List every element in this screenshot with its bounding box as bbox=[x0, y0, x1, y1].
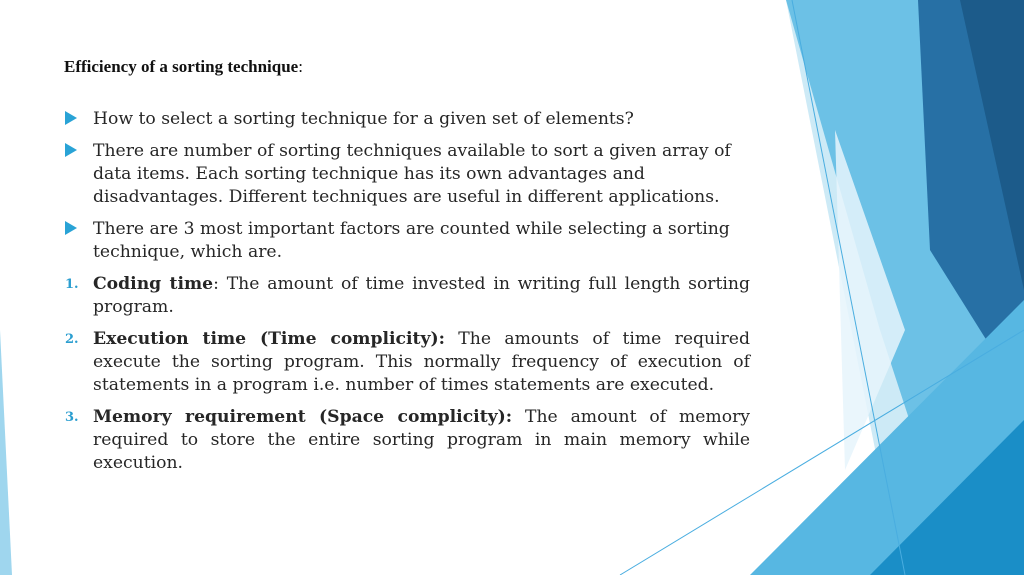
triangle-bullet-icon bbox=[65, 111, 77, 125]
item-description: : The amount of time invested in writing full length sorting program. bbox=[93, 274, 751, 317]
item-number: 1. bbox=[65, 277, 79, 292]
item-number: 3. bbox=[65, 410, 79, 425]
deco-left-sliver bbox=[0, 330, 12, 575]
slide-title bbox=[64, 57, 303, 77]
item-term: Execution time (Time complicity): bbox=[93, 329, 445, 349]
title-colon: : bbox=[298, 57, 303, 76]
bullet-text: There are number of sorting techniques available to sort a given array of data items. Each sorting technique has its own advantages and disadvantages. Different techniques are useful in different applications. bbox=[93, 141, 731, 207]
triangle-bullet-icon bbox=[65, 143, 77, 157]
item-number: 2. bbox=[65, 332, 79, 347]
bullet-text: There are 3 most important factors are counted while selecting a sorting technique, which are. bbox=[93, 219, 730, 262]
item-description: The amount of memory required to store the entire sorting program in main memory while execution. bbox=[93, 407, 750, 473]
item-description: The amounts of time required execute the sorting program. This normally frequency of execution of statements in a program i.e. number of times statements are executed. bbox=[93, 329, 750, 395]
bullet-item bbox=[64, 218, 764, 264]
bullet-item bbox=[64, 140, 764, 209]
bullet-text: How to select a sorting technique for a given set of elements? bbox=[93, 109, 634, 129]
bullet-item bbox=[64, 108, 764, 131]
numbered-item bbox=[64, 328, 750, 397]
numbered-item bbox=[64, 273, 750, 319]
item-term: Coding time bbox=[93, 274, 214, 294]
triangle-bullet-icon bbox=[65, 221, 77, 235]
item-term: Memory requirement (Space complicity): bbox=[93, 407, 513, 427]
title-bold: Efficiency of a sorting technique bbox=[64, 57, 299, 76]
numbered-item bbox=[64, 406, 750, 475]
slide-content bbox=[64, 108, 764, 484]
